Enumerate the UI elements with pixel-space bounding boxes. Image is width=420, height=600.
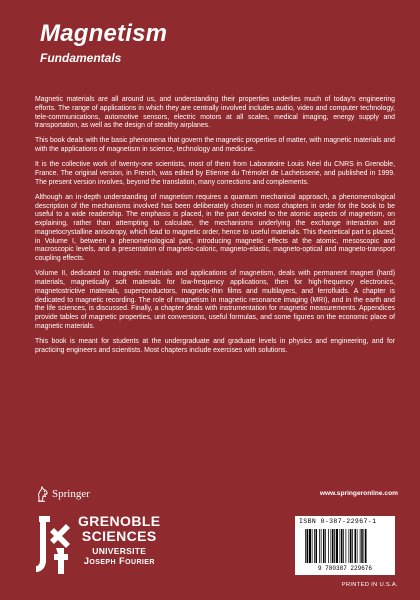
grenoble-mark-icon	[34, 514, 72, 576]
barcode-bar	[309, 529, 311, 563]
barcode-bar	[361, 529, 363, 563]
barcode-bar	[332, 529, 334, 563]
isbn-number: ISBN 0-387-22967-1	[299, 518, 377, 525]
blurb-paragraph: It is the collective work of twenty-one scientists, most of them from Laboratoire Louis Néel du CNRS in Grenoble, France. The original version, in French, was edited by Etienne du Trémolet de Lacheisserie, and published in 1999. The present version involves, beyond the translation, many corrections and complements.	[35, 161, 395, 186]
barcode-bar	[340, 529, 341, 563]
springer-knight-icon	[36, 486, 49, 502]
springer-name: Springer	[52, 488, 90, 500]
book-subtitle: Fundamentals	[40, 51, 122, 65]
barcode-digits: 9 780387 229676	[317, 565, 373, 571]
barcode-bar	[325, 529, 326, 563]
barcode-bar	[328, 529, 329, 563]
cover-header	[40, 20, 167, 65]
barcode-bar	[352, 529, 353, 563]
barcode-bar	[343, 529, 344, 563]
barcode-bar	[364, 529, 365, 563]
barcode-bar	[360, 529, 361, 563]
blurb-text	[35, 96, 395, 362]
springer-logo	[36, 486, 90, 502]
blurb-paragraph: This book is meant for students at the undergraduate and graduate levels in physics and engineering, and for practicing engineers and scientists. Most chapters include exercises with solutions.	[35, 337, 395, 354]
printed-in-label: PRINTED IN U.S.A.	[341, 582, 398, 588]
barcode-bar	[336, 529, 338, 563]
blurb-paragraph: This book deals with the basic phenomena that govern the magnetic properties of matter, with magnetic materials and with the applications of magnetism in science, technology and medicine.	[35, 137, 395, 154]
barcode-bar	[341, 529, 343, 563]
isbn-barcode	[295, 516, 395, 575]
barcode-bar	[357, 529, 358, 563]
blurb-paragraph: Although an in-depth understanding of magnetism requires a quantum mechanical approach, a phenomenological description of the mechanisms involved has been deliberately chosen in most chapters in order for the book to be useful to a wide readership. The emphasis is placed, in the part devoted to the atomic aspects of magnetism, on explaining, rather than attempting to calculate, the mechanisms underlying the exchange interaction and magnetocrystalline anisotropy, which lead to magnetic order, hence to useful materials. This theoretical part is placed, in Volume I, between a phenomenological part, introducing magnetic effects at the atomic, mesoscopic and macroscopic levels, and a presentation of magneto-caloric, magneto-elastic, magneto-optical and magneto-transport coupling effects.	[35, 193, 395, 263]
barcode-bar	[331, 529, 332, 563]
barcode-bar	[305, 529, 306, 563]
universite-label: UNIVERSITE	[92, 546, 147, 556]
barcode-bar	[321, 529, 322, 563]
barcode-bars	[301, 529, 389, 571]
blurb-paragraph: Magnetic materials are all around us, and understanding their properties underlies much of today's engineering efforts. The range of applications in which they are centrally involved includes audio, video and computer technology, tele-communications, automotive sensors, electric motors at all scales, medical imaging, energy supply and transportation, as well as the design of stealthy airplanes.	[35, 96, 395, 130]
blurb-paragraph: Volume II, dedicated to magnetic materials and applications of magnetism, deals with permanent magnet (hard) materials, magnetically soft materials for low-frequency applications, then for high-frequency electronics, magnetostrictive materials, superconductors, magnetic-thin films and multilayers, and ferrofluids. A chapter is dedicated to magnetic recording. The role of magnetism in magnetic resonance imaging (MRI), and in the earth and the life sciences, is discussed. Finally, a chapter deals with instrumentation for magnetic measurements. Appendices provide tables of magnetic properties, unit conversions, useful formulas, and some figures on the economic place of magnetic materials.	[35, 270, 395, 330]
joseph-fourier-label: Joseph Fourier	[83, 556, 155, 567]
barcode-bar	[365, 529, 367, 563]
barcode-bar	[312, 529, 313, 563]
barcode-bar	[349, 529, 350, 563]
grenoble-label: GRENOBLE	[78, 513, 161, 529]
barcode-bar	[355, 529, 357, 563]
barcode-bar	[319, 529, 320, 563]
sciences-label: SCIENCES	[81, 528, 157, 544]
publisher-url: www.springeronline.com	[319, 490, 398, 497]
barcode-bar	[346, 529, 347, 563]
barcode-bar	[314, 529, 315, 563]
barcode-bar	[307, 529, 309, 563]
barcode-bar	[350, 529, 352, 563]
book-title: Magnetism	[40, 20, 168, 47]
barcode-bar	[316, 529, 318, 563]
barcode-bar	[334, 529, 335, 563]
grenoble-sciences-logo	[34, 514, 161, 576]
barcode-bar	[323, 529, 325, 563]
